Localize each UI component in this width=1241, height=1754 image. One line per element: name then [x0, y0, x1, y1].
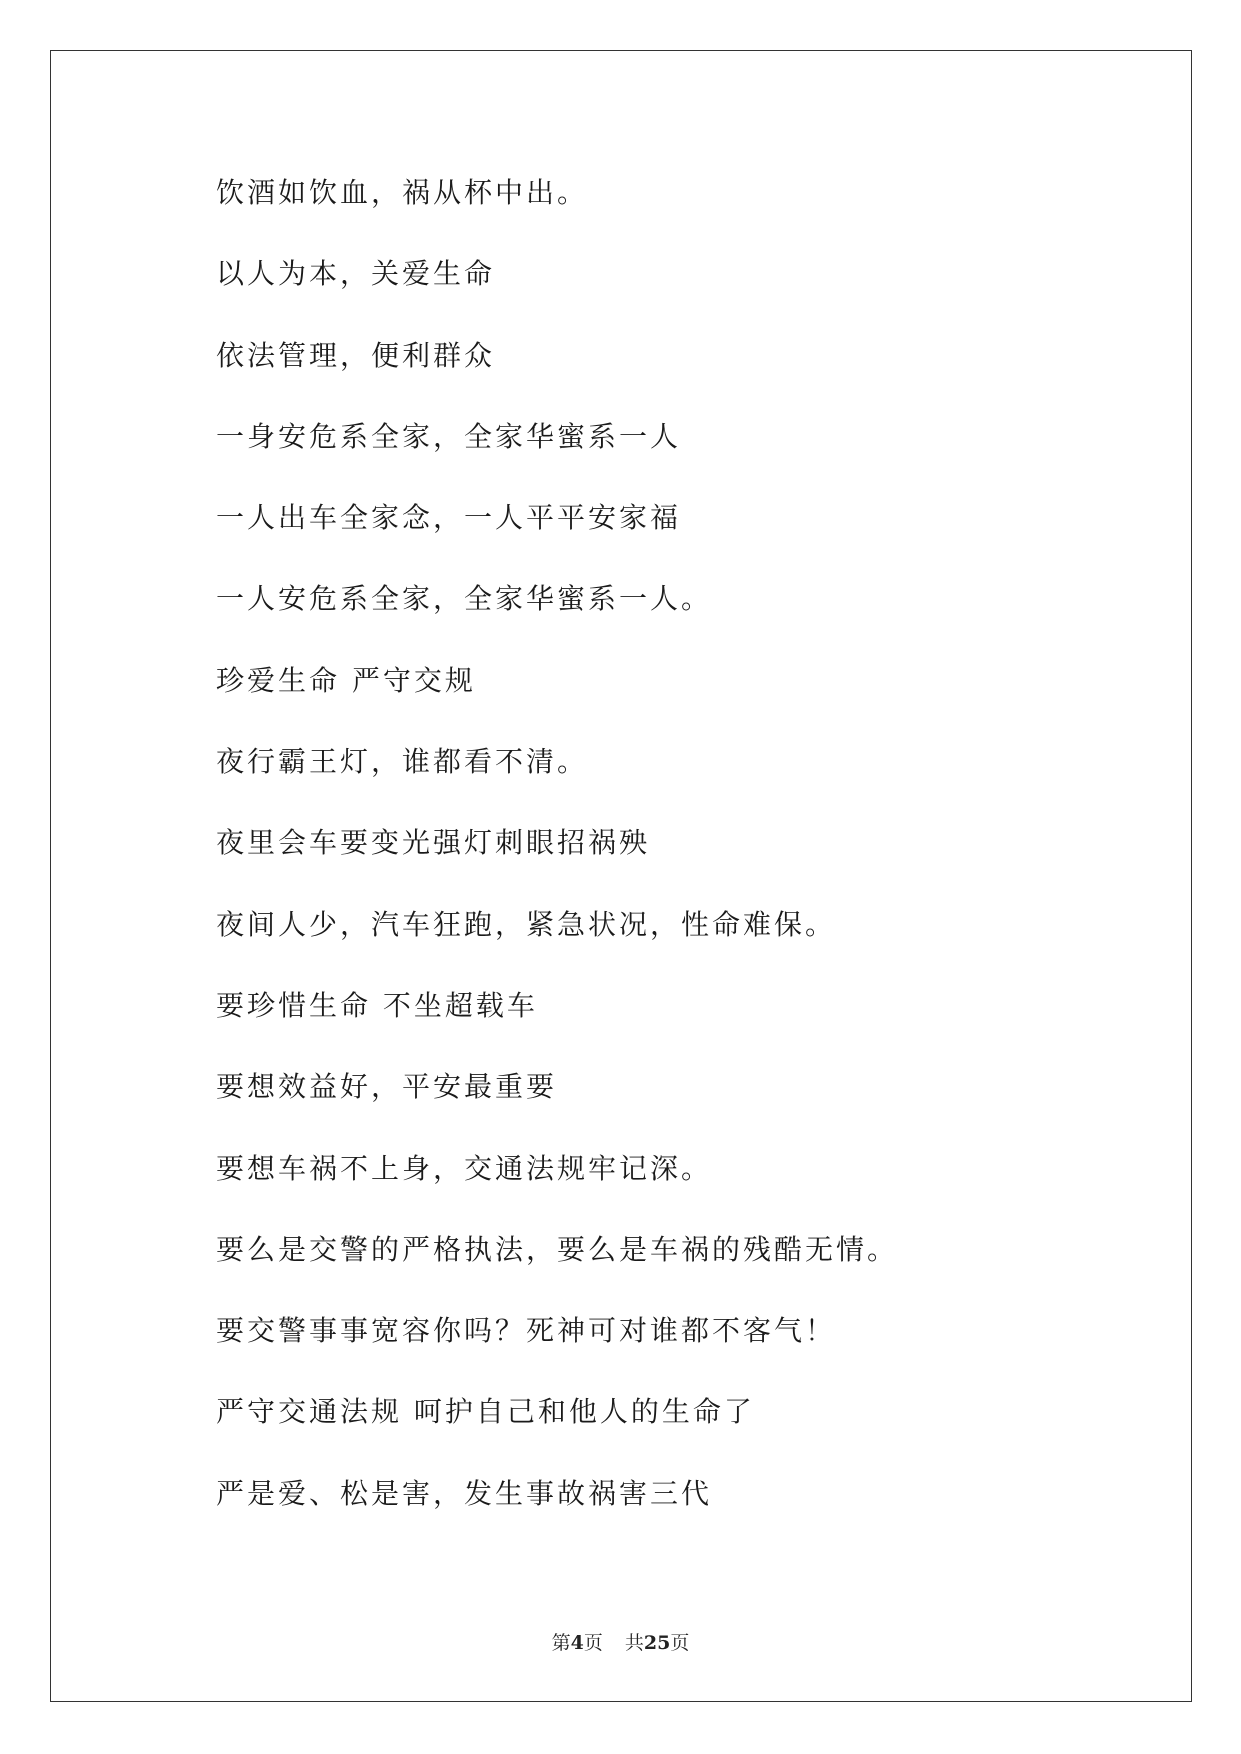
total-pages: 25: [643, 1632, 671, 1654]
slogan-line: 要想车祸不上身，交通法规牢记深。: [216, 1151, 713, 1185]
slogan-line: 饮酒如饮血，祸从杯中出。: [216, 176, 589, 209]
slogan-line: 一身安危系全家，全家华蜜系一人: [216, 419, 682, 453]
page-footer: [0, 1628, 1241, 1655]
slogan-line: 夜间人少，汽车狂跑，紧急状况，性命难保。: [216, 907, 837, 941]
page-prefix: 第: [551, 1632, 571, 1654]
page-suffix: 页: [583, 1632, 603, 1654]
total-prefix: 共: [624, 1632, 644, 1654]
slogan-line: 夜行霸王灯，谁都看不清。: [216, 745, 589, 779]
slogan-line: 珍爱生命 严守交规: [216, 663, 476, 697]
total-suffix: 页: [670, 1632, 690, 1654]
slogan-list: [216, 163, 898, 1545]
slogan-line: 一人出车全家念，一人平平安家福: [216, 501, 682, 535]
page-number: 4: [570, 1632, 584, 1654]
slogan-line: 一人安危系全家，全家华蜜系一人。: [216, 582, 713, 616]
slogan-line: 要么是交警的严格执法，要么是车祸的残酷无情。: [216, 1232, 899, 1266]
slogan-line: 严守交通法规 呵护自己和他人的生命了: [216, 1395, 755, 1429]
slogan-line: 严是爱、松是害，发生事故祸害三代: [216, 1476, 713, 1510]
slogan-line: 要想效益好，平安最重要: [216, 1070, 558, 1104]
slogan-line: 夜里会车要变光强灯刺眼招祸殃: [216, 826, 651, 860]
slogan-line: 以人为本，关爱生命: [216, 257, 496, 291]
slogan-line: 依法管理，便利群众: [216, 338, 496, 372]
slogan-line: 要珍惜生命 不坐超载车: [216, 988, 538, 1022]
slogan-line: 要交警事事宽容你吗？死神可对谁都不客气！: [216, 1314, 837, 1348]
